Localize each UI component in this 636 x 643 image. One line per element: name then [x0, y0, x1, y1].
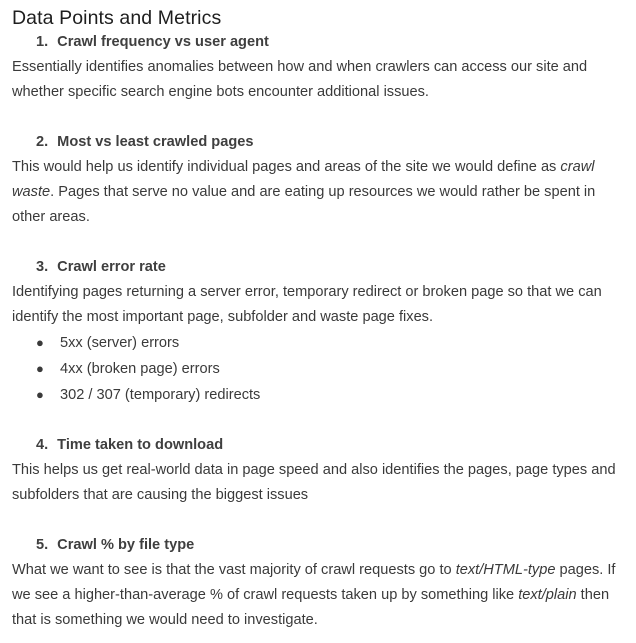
body-text: pages. If we see a higher-than-average % of crawl requests taken up by something like: [12, 562, 616, 603]
bullet-dot-icon: ●: [36, 335, 44, 350]
body-text: This helps us get real-world data in page speed and also identifies the pages, page types and subfolders that are causing the biggest issues: [12, 462, 616, 503]
section-heading-text: Crawl error rate: [57, 259, 166, 275]
section-body: [12, 155, 624, 230]
section-heading-text: Most vs least crawled pages: [57, 134, 254, 150]
section-body: [12, 558, 624, 633]
emphasis-text: text/plain: [518, 587, 577, 603]
body-text: then that is something we would need to investigate.: [12, 587, 610, 628]
sections-container: [12, 30, 624, 633]
section-heading-text: Time taken to download: [57, 437, 224, 453]
bullet-text: 4xx (broken page) errors: [60, 361, 220, 377]
section-body: [12, 280, 624, 330]
section-heading: [12, 433, 624, 458]
bullet-item: [12, 356, 624, 382]
section-heading: [12, 30, 624, 55]
section-number: 5.: [36, 537, 49, 553]
section-1: [12, 30, 624, 105]
bullet-dot-icon: ●: [36, 387, 44, 402]
section-3: [12, 255, 624, 408]
bullet-list: [12, 330, 624, 408]
section-heading: [12, 533, 624, 558]
section-body: [12, 55, 624, 105]
body-text: What we want to see is that the vast majority of crawl requests go to: [12, 562, 456, 578]
section-number: 2.: [36, 134, 49, 150]
section-number: 4.: [36, 437, 49, 453]
section-4: [12, 433, 624, 508]
body-text: This would help us identify individual pages and areas of the site we would define as: [12, 159, 561, 175]
section-heading: [12, 255, 624, 280]
bullet-item: [12, 382, 624, 408]
document-title: Data Points and Metrics: [12, 7, 222, 29]
bullet-item: [12, 330, 624, 356]
section-5: [12, 533, 624, 633]
section-heading: [12, 130, 624, 155]
section-number: 1.: [36, 34, 49, 50]
emphasis-text: text/HTML-type: [455, 562, 556, 578]
section-body: [12, 458, 624, 508]
section-number: 3.: [36, 259, 49, 275]
section-heading-text: Crawl frequency vs user agent: [57, 34, 269, 50]
section-heading-text: Crawl % by file type: [57, 537, 195, 553]
body-text: Identifying pages returning a server error, temporary redirect or broken page so that we can identify the most important page, subfolder and waste page fixes.: [12, 284, 602, 325]
section-2: [12, 130, 624, 230]
bullet-text: 302 / 307 (temporary) redirects: [60, 387, 261, 403]
bullet-text: 5xx (server) errors: [60, 335, 180, 351]
emphasis-text: crawl waste: [12, 159, 595, 200]
body-text: . Pages that serve no value and are eating up resources we would rather be spent in other areas.: [12, 184, 596, 225]
bullet-dot-icon: ●: [36, 361, 44, 376]
body-text: Essentially identifies anomalies between how and when crawlers can access our site and whether specific search engine bots encounter additional issues.: [12, 59, 588, 100]
